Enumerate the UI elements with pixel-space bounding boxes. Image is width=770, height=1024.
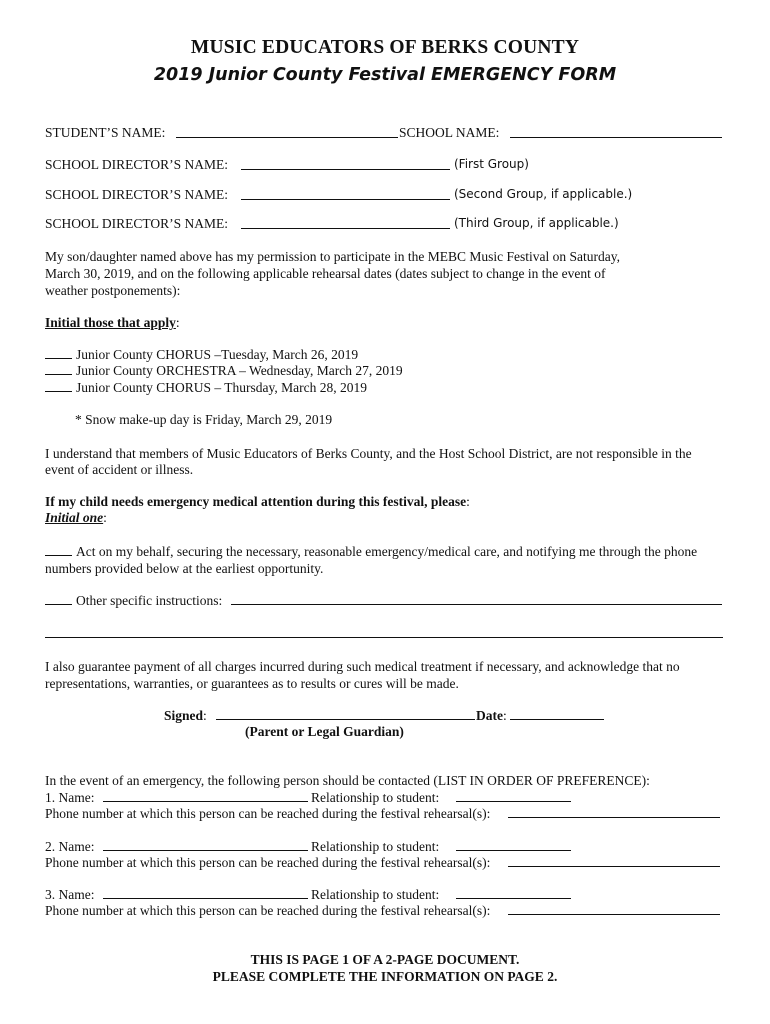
initial-chorus-tue-field[interactable]	[45, 358, 72, 359]
footer-line-2: PLEASE COMPLETE THE INFORMATION ON PAGE 2.	[212, 969, 558, 984]
medical-option-2-label: Other specific instructions:	[76, 593, 223, 608]
director-1-note: (First Group)	[454, 157, 529, 171]
initial-orchestra-wed-field[interactable]	[45, 374, 72, 375]
date-colon: :	[503, 708, 507, 723]
contact-3-relationship-field[interactable]	[456, 898, 571, 899]
signed-label	[164, 707, 207, 724]
payment-line-1: I also guarantee payment of all charges incurred during such medical treatment if necessary, and acknowledge that no	[45, 659, 680, 674]
other-instructions-field[interactable]	[231, 604, 722, 605]
date-field[interactable]	[510, 719, 604, 720]
director-1-field[interactable]	[241, 169, 450, 170]
initial-apply-colon: :	[175, 315, 180, 330]
director-3-note: (Third Group, if applicable.)	[454, 216, 619, 230]
signed-colon: :	[203, 708, 207, 723]
contact-2-relationship-label: Relationship to student:	[311, 839, 440, 854]
liability-line-1: I understand that members of Music Educators of Berks County, and the Host School District, are not responsible in the	[45, 446, 692, 461]
contact-2-name-label: 2. Name:	[45, 839, 95, 854]
rehearsal-item-2: Junior County ORCHESTRA – Wednesday, March 27, 2019	[76, 363, 403, 378]
medical-option-1-line-2: numbers provided below at the earliest opportunity.	[45, 561, 324, 576]
other-instructions-field-2[interactable]	[45, 637, 723, 638]
director-3-field[interactable]	[241, 228, 450, 229]
contact-1-name-label: 1. Name:	[45, 790, 95, 805]
medical-heading-text: If my child needs emergency medical attention during this festival, please	[45, 494, 467, 509]
director-3-label: SCHOOL DIRECTOR’S NAME:	[45, 216, 229, 231]
form-title: 2019 Junior County Festival EMERGENCY FORM	[153, 65, 617, 85]
initial-one-text: Initial one	[45, 510, 104, 525]
date-label	[476, 707, 507, 724]
footer-line-1: THIS IS PAGE 1 OF A 2-PAGE DOCUMENT.	[250, 952, 520, 967]
medical-heading	[45, 493, 470, 510]
school-name-field[interactable]	[510, 137, 722, 138]
initial-act-on-behalf-field[interactable]	[45, 555, 72, 556]
contact-3-name-field[interactable]	[103, 898, 308, 899]
contact-1-phone-field[interactable]	[508, 817, 720, 818]
payment-line-2: representations, warranties, or guarantees as to results or cures will be made.	[45, 676, 459, 691]
initial-one-heading	[45, 509, 107, 526]
signed-label-text: Signed	[164, 708, 204, 723]
director-2-field[interactable]	[241, 199, 450, 200]
snow-makeup-note: * Snow make-up day is Friday, March 29, 2019	[75, 412, 333, 427]
date-label-text: Date	[476, 708, 503, 723]
guardian-label: (Parent or Legal Guardian)	[245, 724, 404, 739]
contact-1-relationship-field[interactable]	[456, 801, 571, 802]
rehearsal-item-3: Junior County CHORUS – Thursday, March 28, 2019	[76, 380, 367, 395]
school-name-label: SCHOOL NAME:	[399, 125, 500, 140]
permission-line-2: March 30, 2019, and on the following applicable rehearsal dates (dates subject to change in the event of	[45, 266, 606, 281]
contact-3-relationship-label: Relationship to student:	[311, 887, 440, 902]
permission-line-1: My son/daughter named above has my permission to participate in the MEBC Music Festival on Saturday,	[45, 249, 621, 264]
contact-1-phone-label: Phone number at which this person can be reached during the festival rehearsal(s):	[45, 806, 491, 821]
contact-2-phone-label: Phone number at which this person can be reached during the festival rehearsal(s):	[45, 855, 491, 870]
contact-3-phone-label: Phone number at which this person can be reached during the festival rehearsal(s):	[45, 903, 491, 918]
student-name-label: STUDENT’S NAME:	[45, 125, 166, 140]
contact-1-name-field[interactable]	[103, 801, 308, 802]
director-1-label: SCHOOL DIRECTOR’S NAME:	[45, 157, 229, 172]
rehearsal-item-1: Junior County CHORUS –Tuesday, March 26, 2019	[76, 347, 359, 362]
permission-line-3: weather postponements):	[45, 283, 181, 298]
initial-other-instructions-field[interactable]	[45, 604, 72, 605]
student-name-field[interactable]	[176, 137, 398, 138]
contact-3-phone-field[interactable]	[508, 914, 720, 915]
liability-line-2: event of accident or illness.	[45, 462, 194, 477]
contact-3-name-label: 3. Name:	[45, 887, 95, 902]
contacts-intro: In the event of an emergency, the following person should be contacted (LIST IN ORDER OF PREFERENCE):	[45, 773, 650, 788]
director-2-note: (Second Group, if applicable.)	[454, 187, 633, 201]
initial-apply-heading-text: Initial those that apply	[45, 315, 176, 330]
signature-field[interactable]	[216, 719, 475, 720]
medical-option-1-line-1: Act on my behalf, securing the necessary, reasonable emergency/medical care, and notifying me through the phone	[76, 544, 698, 559]
contact-2-name-field[interactable]	[103, 850, 308, 851]
initial-apply-heading	[45, 314, 180, 331]
contact-2-phone-field[interactable]	[508, 866, 720, 867]
org-title: MUSIC EDUCATORS OF BERKS COUNTY	[190, 37, 580, 58]
contact-2-relationship-field[interactable]	[456, 850, 571, 851]
initial-chorus-thu-field[interactable]	[45, 391, 72, 392]
medical-heading-colon: :	[466, 494, 470, 509]
contact-1-relationship-label: Relationship to student:	[311, 790, 440, 805]
initial-one-colon: :	[103, 510, 107, 525]
director-2-label: SCHOOL DIRECTOR’S NAME:	[45, 187, 229, 202]
